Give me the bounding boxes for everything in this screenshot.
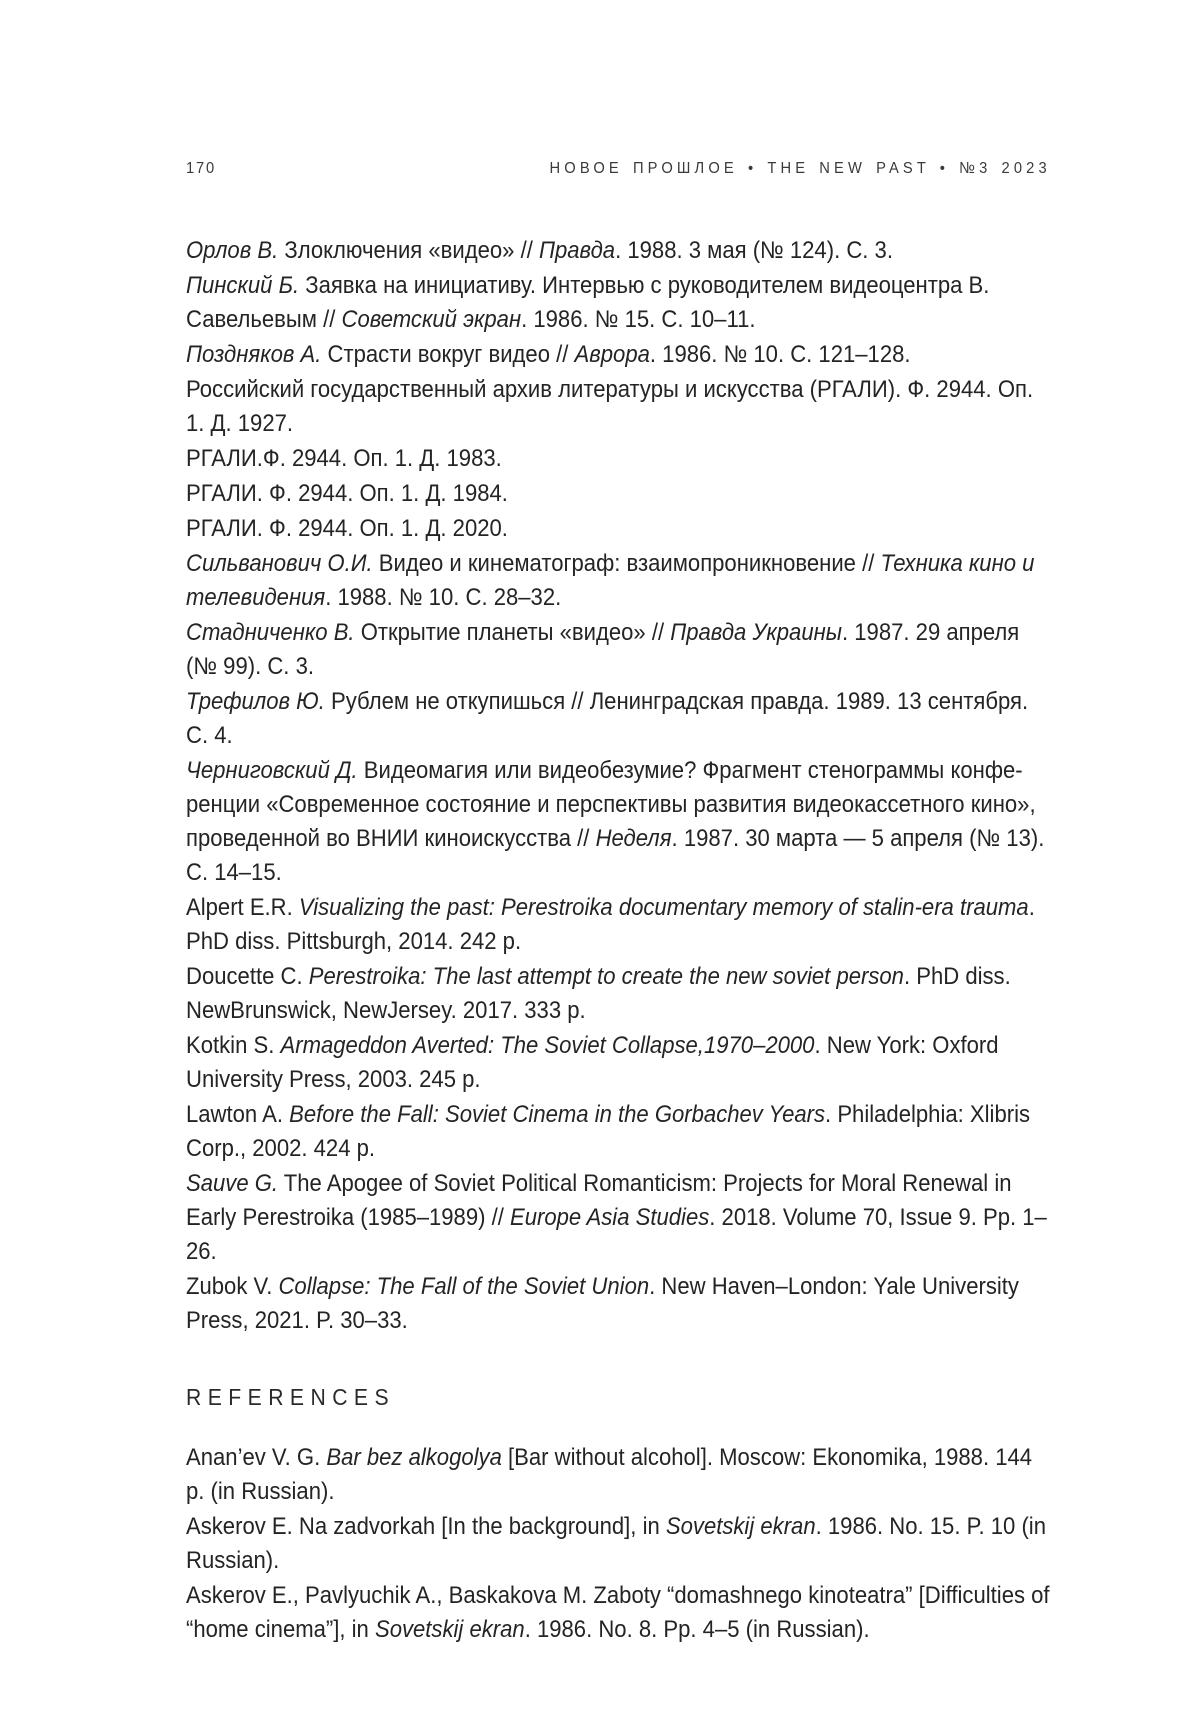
bibliography-entry: Zubok V. Collapse: The Fall of the Soviet Union. New Haven–London: Yale University Press, 2021. P. 30–33. (186, 1273, 1019, 1334)
page-content (186, 160, 1051, 1648)
page-header (186, 160, 1051, 178)
bibliography-entry: Sauve G. The Apogee of Soviet Political Romanticism: Projects for Moral Renewal in Early Perestroika (1985–1989) // Europe Asia Studies. 2018. Volume 70, Issue 9. Pp. 1–26. (186, 1170, 1047, 1265)
bibliography-entry: Стадниченко В. Открытие планеты «видео» // Правда Украины. 1987. 29 апреля (№ 99). С. 3. (186, 619, 1020, 680)
running-title: НОВОЕ ПРОШЛОЕ • THE NEW PAST • №3 2023 (549, 160, 1051, 177)
bibliography-entry: Lawton A. Before the Fall: Soviet Cinema in the Gorbachev Years. Philadelphia: Xlibris Corp., 2002. 424 p. (186, 1101, 1031, 1162)
bibliography-entry: РГАЛИ. Ф. 2944. Оп. 1. Д. 2020. (186, 515, 508, 542)
bibliography-entry: Alpert E.R. Visualizing the past: Perestroika documentary memory of stalin-era trauma. PhD diss. Pittsburgh, 2014. 242 p. (186, 894, 1035, 955)
bibliography-entry: Поздняков А. Страсти вокруг видео // Аврора. 1986. № 10. С. 121–128. (186, 341, 911, 368)
bibliography-entry: Kotkin S. Armageddon Averted: The Soviet Collapse,1970–2000. New York: Oxford University Press, 2003. 245 p. (186, 1032, 999, 1093)
bibliography-entry: Doucette C. Perestroika: The last attempt to create the new soviet person. PhD diss. NewBrunswick, NewJersey. 2017. 333 p. (186, 963, 1011, 1024)
bibliography-entry: Черниговский Д. Видеомагия или видеобезумие? Фрагмент стенограммы конференции «Современное состояние и перспективы развития видеокассетного кино», проведенной во ВНИИ киноискусства // Неделя. 1987. 30 марта — 5 апреля (№ 13). С. 14–15. (186, 757, 1045, 886)
page-number: 170 (186, 160, 217, 177)
bibliography-section (186, 234, 1051, 1338)
bibliography-entry: Сильванович О.И. Видео и кинематограф: взаимопроникновение // Техника кино и телевидения. 1988. № 10. С. 28–32. (186, 550, 1035, 611)
bibliography-entry: РГАЛИ.Ф. 2944. Оп. 1. Д. 1983. (186, 445, 502, 472)
reference-entry: Askerov E., Pavlyuchik A., Baskakova M. Zaboty “domashnego kinoteatra” [Difficulties of “home cinema”], in Sovetskij ekran. 1986. No. 8. Pp. 4–5 (in Russian). (186, 1582, 1050, 1643)
references-section (186, 1441, 1051, 1647)
references-heading: REFERENCES (186, 1384, 396, 1410)
reference-entry: Anan’ev V. G. Bar bez alkogolya [Bar without alcohol]. Moscow: Ekonomika, 1988. 144 p. (in Russian). (186, 1444, 1033, 1505)
bibliography-entry: Российский государственный архив литературы и искусства (РГАЛИ). Ф. 2944. Оп. 1. Д. 1927. (186, 376, 1034, 437)
bibliography-entry: РГАЛИ. Ф. 2944. Оп. 1. Д. 1984. (186, 480, 508, 507)
bibliography-entry: Орлов В. Злоключения «видео» // Правда. 1988. 3 мая (№ 124). С. 3. (186, 237, 893, 264)
reference-entry: Askerov E. Na zadvorkah [In the background], in Sovetskij ekran. 1986. No. 15. P. 10 (in Russian). (186, 1513, 1046, 1574)
bibliography-entry: Трефилов Ю. Рублем не откупишься // Ленинградская правда. 1989. 13 сентября. С. 4. (186, 688, 1029, 749)
bibliography-entry: Пинский Б. Заявка на инициативу. Интервью с руководителем видеоцентра В. Савельевым // Советский экран. 1986. № 15. С. 10–11. (186, 272, 990, 333)
